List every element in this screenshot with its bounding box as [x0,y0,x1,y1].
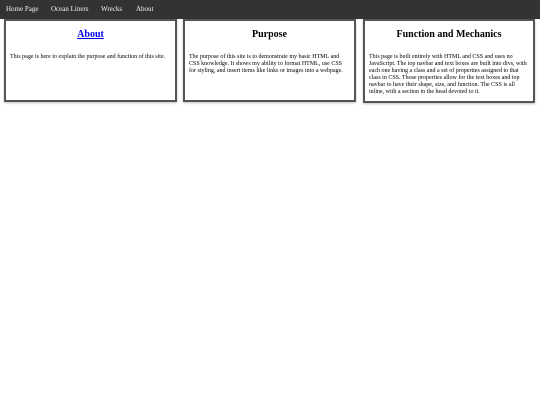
top-navbar [0,0,540,19]
nav-link-home[interactable]: Home Page [6,5,39,13]
function-box [363,19,535,103]
purpose-box [183,19,356,102]
purpose-title: Purpose [252,29,287,40]
nav-link-ocean-liners[interactable]: Ocean Liners [51,5,89,13]
about-title-link[interactable]: About [77,29,104,40]
purpose-text: The purpose of this site is to demonstrate my basic HTML and CSS knowledge. It shows my ability to format HTML, use CSS for styling, and insert items like links or images into a webpage. [189,54,343,74]
nav-link-wrecks[interactable]: Wrecks [101,5,123,13]
about-text: This page is here to explain the purpose and function of this site. [10,54,166,60]
function-text: This page is built entirely with HTML and CSS and uses no JavaScript. The top navbar and text boxes are built into divs, with each one having a class and a set of properties assigned to that class in CSS. Those properties allow for the text boxes and top navbar to have their shape, size, and function. The CSS is all inline, with a section in the head devoted to it. [369,54,527,95]
about-box [4,19,177,102]
function-title: Function and Mechanics [396,29,502,40]
nav-link-about[interactable]: About [136,5,154,13]
